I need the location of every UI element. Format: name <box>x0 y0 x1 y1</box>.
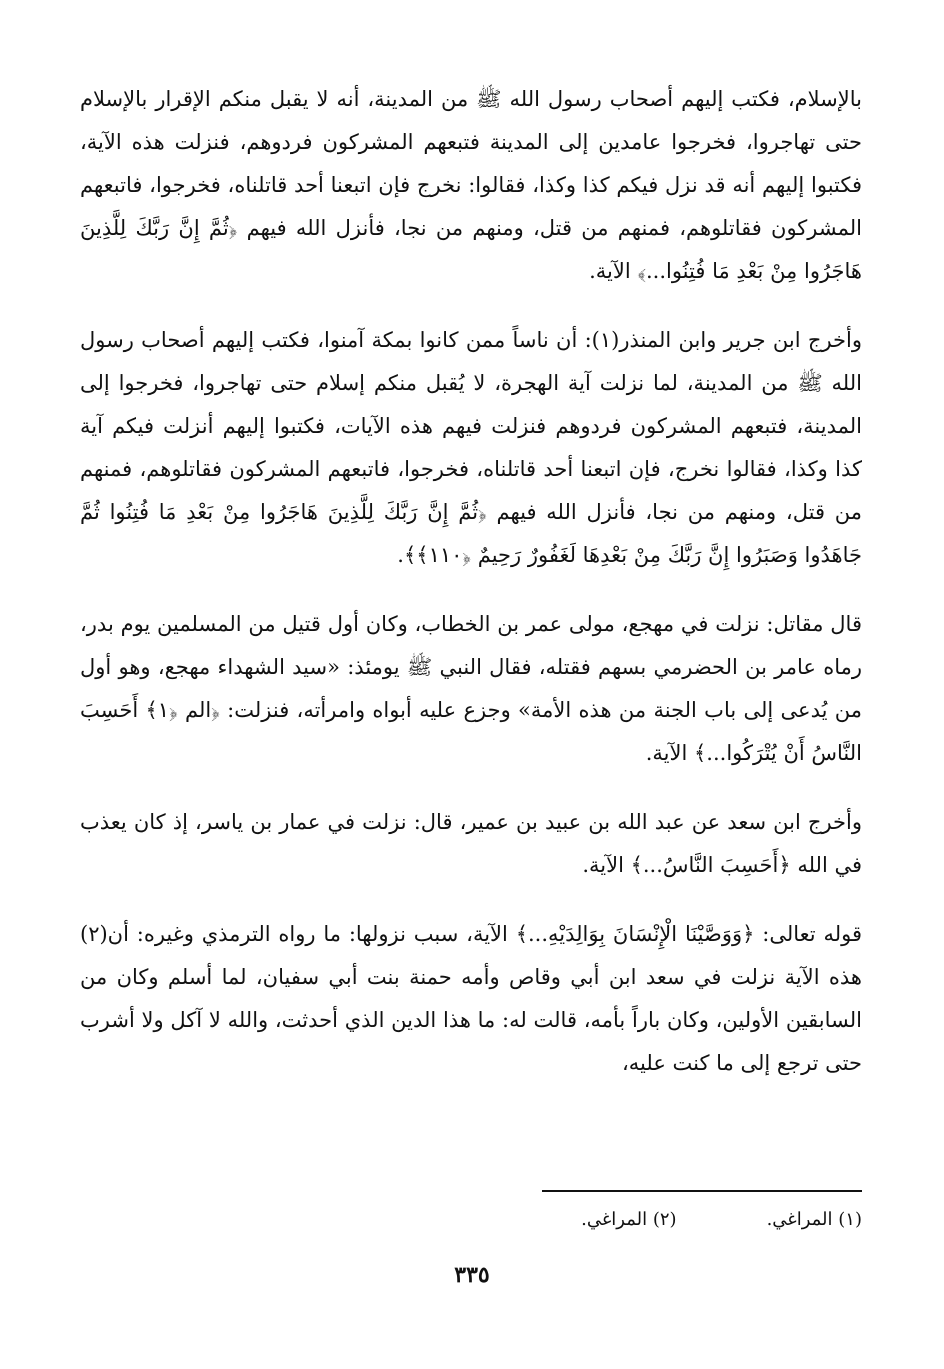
footnote-1: (١) المراغي. <box>766 1209 862 1230</box>
footnotes <box>80 1205 862 1235</box>
page-number: ٣٣٥ <box>454 1262 490 1288</box>
footnote-2: (٢) المراغي. <box>581 1209 677 1230</box>
paragraph-3: قال مقاتل: نزلت في مهجع، مولى عمر بن الخطاب، وكان أول قتيل من المسلمين يوم بدر، رماه عامر بن الحضرمي بسهم فقتله، فقال النبي ﷺ يومئذ: «سيد الشهداء مهجع، وهو أول من يُدعى إلى باب الجنة من هذه الأمة» وجزع عليه أبواه وامرأته، فنزلت: ﴿الم ﴿١﴾ أَحَسِبَ النَّاسُ أَنْ يُتْرَكُوا...﴾ الآية. <box>80 612 862 765</box>
footnote-divider <box>542 1190 862 1192</box>
paragraph-2: وأخرج ابن جرير وابن المنذر(١): أن ناساً ممن كانوا بمكة آمنوا، فكتب إليهم أصحاب رسول الله ﷺ من المدينة، لما نزلت آية الهجرة، لا يُقبل منكم إسلام حتى تهاجروا، فخرجوا إلى المدينة، فتبعهم المشركون فردوهم فنزلت فيهم هذه الآيات، فكتبوا إليهم أنزلت فيكم آية كذا وكذا، فقالوا نخرج، فإن اتبعنا أحد قاتلناه، فخرجوا، فاتبعهم المشركون فقاتلوهم، فمنهم من قتل، ومنهم من نجا، فأنزل الله فيهم ﴿ثُمَّ إِنَّ رَبَّكَ لِلَّذِينَ هَاجَرُوا مِنْ بَعْدِ مَا فُتِنُوا ثُمَّ جَاهَدُوا وَصَبَرُوا إِنَّ رَبَّكَ مِنْ بَعْدِهَا لَغَفُورٌ رَحِيمٌ ﴿١١٠﴾﴾. <box>80 328 863 567</box>
paragraph-5: قوله تعالى: ﴿وَوَصَّيْنَا الْإِنْسَانَ بِوَالِدَيْهِ...﴾ الآية، سبب نزولها: ما رواه الترمذي وغيره: أن(٢) هذه الآية نزلت في سعد ابن أبي وقاص وأمه حمنة بنت أبي سفيان، لما أسلم وكان من السابقين الأولين، وكان باراً بأمه، قالت له: ما هذا الدين الذي أحدثت، والله لا آكل ولا أشرب حتى ترجع إلى ما كنت عليه، <box>80 922 862 1075</box>
paragraph-1: بالإسلام، فكتب إليهم أصحاب رسول الله ﷺ من المدينة، أنه لا يقبل منكم الإقرار بالإسلام حتى تهاجروا، فخرجوا عامدين إلى المدينة فتبعهم المشركون فردوهم، فنزلت هذه الآية، فكتبوا إليهم أنه قد نزل فيكم كذا وكذا، فقالوا: نخرج فإن اتبعنا أحد قاتلناه، فخرجوا، فاتبعهم المشركون فقاتلوهم، فمنهم من قتل، ومنهم من نجا، فأنزل الله فيهم ﴿ثُمَّ إِنَّ رَبَّكَ لِلَّذِينَ هَاجَرُوا مِنْ بَعْدِ مَا فُتِنُوا...﴾ الآية. <box>80 87 862 283</box>
paragraph-4: وأخرج ابن سعد عن عبد الله بن عبيد بن عمير، قال: نزلت في عمار بن ياسر، إذ كان يعذب في الله ﴿أَحَسِبَ النَّاسُ...﴾ الآية. <box>80 810 862 877</box>
page-body <box>80 78 862 1111</box>
